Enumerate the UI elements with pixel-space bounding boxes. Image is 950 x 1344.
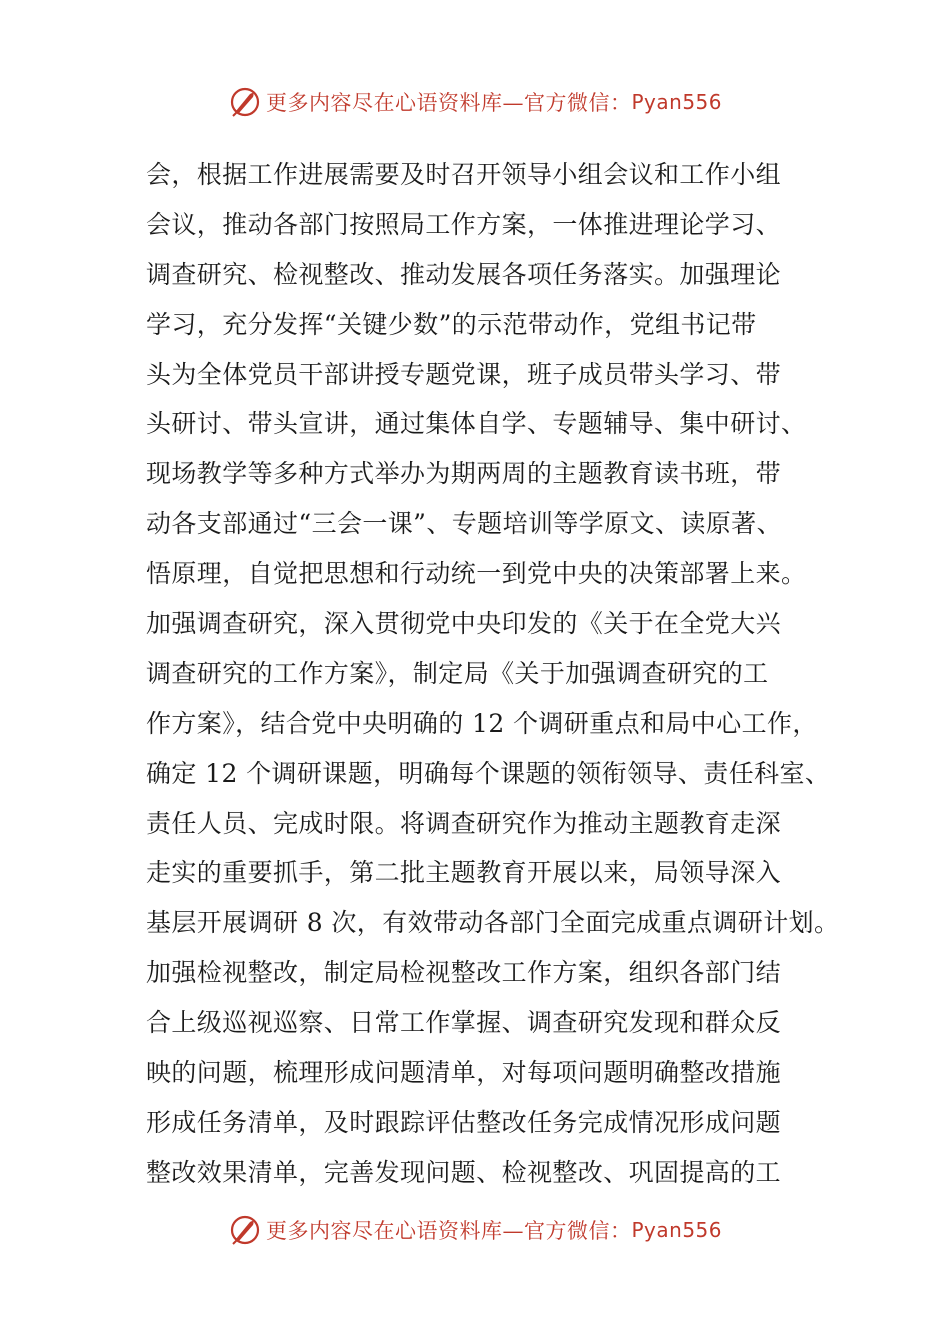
quill-pen-icon <box>228 1213 262 1247</box>
body-line: 头为全体党员干部讲授专题党课，班子成员带头学习、带 <box>146 359 782 389</box>
body-line: 悟原理，自觉把思想和行动统一到党中央的决策部署上来。 <box>146 559 807 589</box>
header-banner-text: 更多内容尽在心语资料库—官方微信： <box>265 91 632 115</box>
header-banner <box>0 82 950 122</box>
body-line: 作方案》，结合党中央明确的 12 个调研重点和局中心工作， <box>146 708 818 738</box>
body-line: 确定 12 个调研课题，明确每个课题的领衔领导、责任科室、 <box>146 758 831 788</box>
body-line: 走实的重要抓手，第二批主题教育开展以来，局领导深入 <box>146 858 782 888</box>
body-line: 调查研究、检视整改、推动发展各项任务落实。加强理论 <box>146 259 782 289</box>
body-line: 学习，充分发挥“关键少数”的示范带动作，党组书记带 <box>146 309 757 339</box>
body-line: 动各支部通过“三会一课”、专题培训等学原文、读原著、 <box>146 509 782 539</box>
body-line: 责任人员、完成时限。将调查研究作为推动主题教育走深 <box>146 808 782 838</box>
body-line: 基层开展调研 8 次，有效带动各部门全面完成重点调研计划。 <box>146 908 840 938</box>
body-line: 加强检视整改，制定局检视整改工作方案，组织各部门结 <box>146 958 782 988</box>
body-line: 会议，推动各部门按照局工作方案，一体推进理论学习、 <box>146 209 782 239</box>
quill-pen-icon <box>228 85 262 119</box>
document-body <box>146 150 840 1198</box>
footer-banner-text: 更多内容尽在心语资料库—官方微信： <box>265 1219 632 1243</box>
body-line: 现场教学等多种方式举办为期两周的主题教育读书班，带 <box>146 459 782 489</box>
body-line: 会，根据工作进展需要及时召开领导小组会议和工作小组 <box>146 160 782 189</box>
footer-banner <box>0 1210 950 1250</box>
body-line: 映的问题，梳理形成问题清单，对每项问题明确整改措施 <box>146 1058 782 1088</box>
footer-wechat-id: Pyan556 <box>631 1218 722 1242</box>
body-line: 整改效果清单，完善发现问题、检视整改、巩固提高的工 <box>146 1157 782 1187</box>
body-line: 头研讨、带头宣讲，通过集体自学、专题辅导、集中研讨、 <box>146 409 807 439</box>
body-line: 加强调查研究，深入贯彻党中央印发的《关于在全党大兴 <box>146 609 782 639</box>
body-line: 合上级巡视巡察、日常工作掌握、调查研究发现和群众反 <box>146 1008 782 1038</box>
body-line: 形成任务清单，及时跟踪评估整改任务完成情况形成问题 <box>146 1107 782 1137</box>
header-wechat-id: Pyan556 <box>631 90 722 114</box>
body-line: 调查研究的工作方案》，制定局《关于加强调查研究的工 <box>146 658 769 688</box>
